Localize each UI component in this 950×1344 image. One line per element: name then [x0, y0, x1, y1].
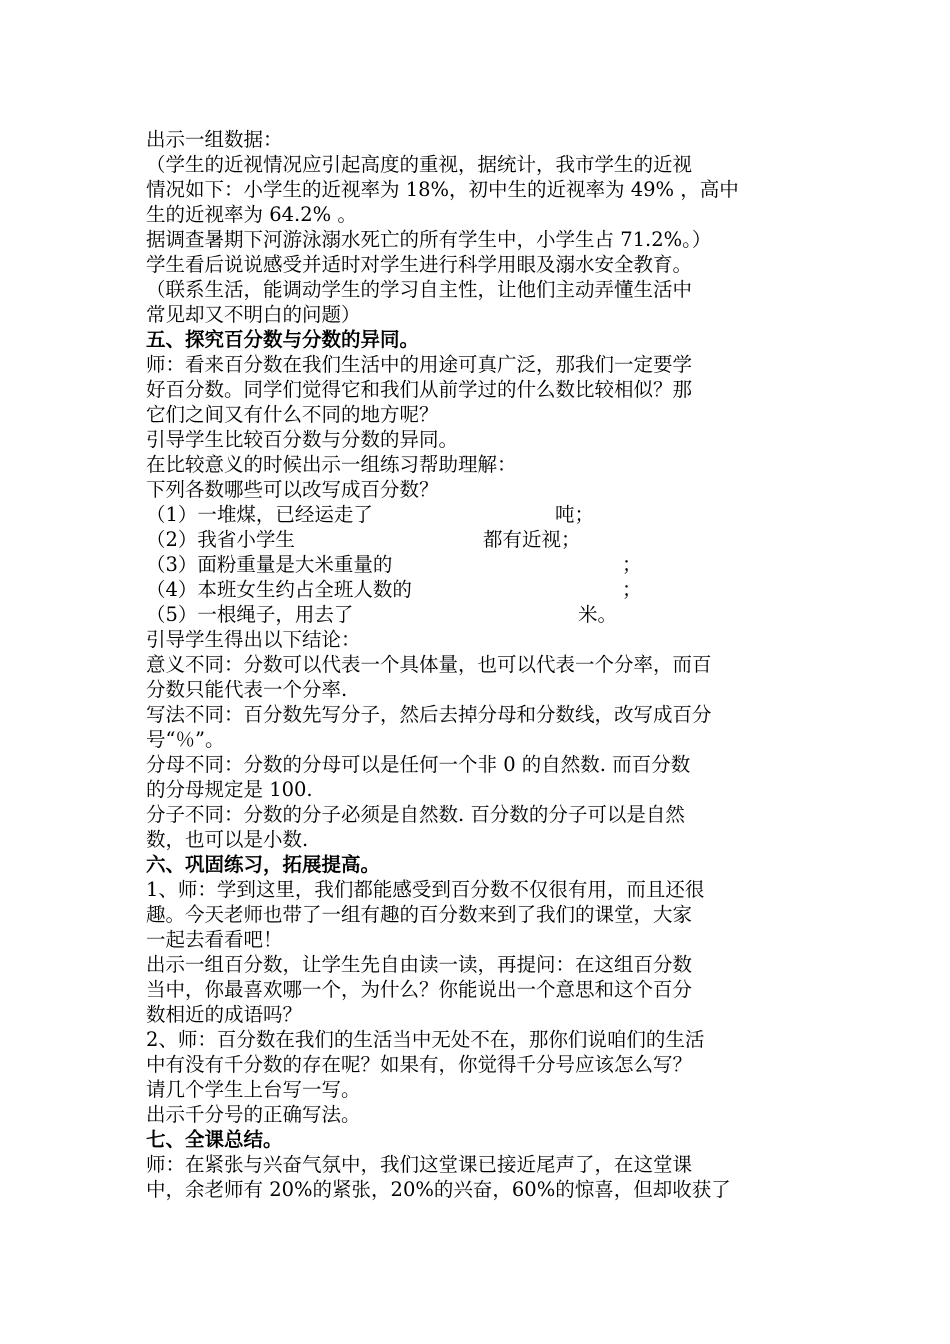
text-line: 的分母规定是 100. [146, 778, 313, 801]
text-line: 数，也可以是小数. [146, 828, 309, 851]
text-line: 2、师：百分数在我们的生活当中无处不在，那你们说咱们的生活 [146, 1028, 705, 1051]
text-line: 引导学生比较百分数与分数的异同。 [146, 428, 459, 451]
text-line: 下列各数哪些可以改写成百分数？ [146, 478, 439, 501]
section-heading: 六、巩固练习，拓展提高。 [146, 853, 381, 876]
text-line: 当中，你最喜欢哪一个，为什么？你能说出一个意思和这个百分 [146, 978, 693, 1001]
section-heading: 五、探究百分数与分数的异同。 [146, 328, 420, 351]
text-line: 生的近视率为 64.2% 。 [146, 203, 357, 226]
text-line: 情况如下：小学生的近视率为 18%，初中生的近视率为 49% ，高中 [146, 178, 739, 201]
text-line: 出示千分号的正确写法。 [146, 1103, 361, 1126]
text-line: 号“％”。 [146, 728, 225, 751]
exercise-item: （3）面粉重量是大米重量的 [146, 553, 393, 576]
text-line: （联系生活，能调动学生的学习自主性，让他们主动弄懂生活中 [146, 278, 693, 301]
exercise-tail: ； [622, 578, 642, 601]
exercise-item: （1）一堆煤，已经运走了 [146, 503, 373, 526]
exercise-item: （4）本班女生约占全班人数的 [146, 578, 412, 601]
text-line: 意义不同：分数可以代表一个具体量，也可以代表一个分率，而百 [146, 653, 712, 676]
exercise-tail: 都有近视； [483, 528, 581, 551]
text-line: 它们之间又有什么不同的地方呢？ [146, 403, 439, 426]
text-line: 一起去看看吧！ [146, 928, 283, 951]
text-line: 学生看后说说感受并适时对学生进行科学用眼及溺水安全教育。 [146, 253, 693, 276]
text-line: 师：看来百分数在我们生活中的用途可真广泛，那我们一定要学 [146, 353, 693, 376]
text-line: 趣。今天老师也带了一组有趣的百分数来到了我们的课堂，大家 [146, 903, 693, 926]
section-heading: 七、全课总结。 [146, 1128, 283, 1151]
text-line: 请几个学生上台写一写。 [146, 1078, 361, 1101]
text-line: 出示一组数据： [146, 128, 283, 151]
exercise-tail: 吨； [555, 503, 595, 526]
text-line: 数相近的成语吗？ [146, 1003, 303, 1026]
text-line: 1、师：学到这里，我们都能感受到百分数不仅很有用，而且还很 [146, 878, 705, 901]
text-line: 据调查暑期下河游泳溺水死亡的所有学生中，小学生占 71.2%。） [146, 228, 712, 251]
text-line: 出示一组百分数，让学生先自由读一读，再提问：在这组百分数 [146, 953, 693, 976]
text-line: 引导学生得出以下结论： [146, 628, 361, 651]
text-line: 师：在紧张与兴奋气氛中，我们这堂课已接近尾声了，在这堂课 [146, 1153, 693, 1176]
text-line: （学生的近视情况应引起高度的重视，据统计，我市学生的近视 [146, 153, 693, 176]
text-line: 中，余老师有 20%的紧张，20%的兴奋，60%的惊喜，但却收获了 [146, 1178, 731, 1201]
text-line: 分数只能代表一个分率. [146, 678, 348, 701]
text-line: 中有没有千分数的存在呢？如果有，你觉得千分号应该怎么写？ [146, 1053, 693, 1076]
text-line: 在比较意义的时候出示一组练习帮助理解： [146, 453, 517, 476]
exercise-item: （2）我省小学生 [146, 528, 295, 551]
text-line: 分母不同：分数的分母可以是任何一个非 0 的自然数. 而百分数 [146, 753, 691, 776]
text-line: 好百分数。同学们觉得它和我们从前学过的什么数比较相似？那 [146, 378, 693, 401]
exercise-tail: ； [622, 553, 642, 576]
text-line: 分子不同：分数的分子必须是自然数. 百分数的分子可以是自然 [146, 803, 685, 826]
exercise-item: （5）一根绳子，用去了 [146, 603, 354, 626]
text-line: 常见却又不明白的问题） [146, 303, 361, 326]
text-line: 写法不同：百分数先写分子，然后去掉分母和分数线，改写成百分 [146, 703, 712, 726]
exercise-tail: 米。 [578, 603, 618, 626]
